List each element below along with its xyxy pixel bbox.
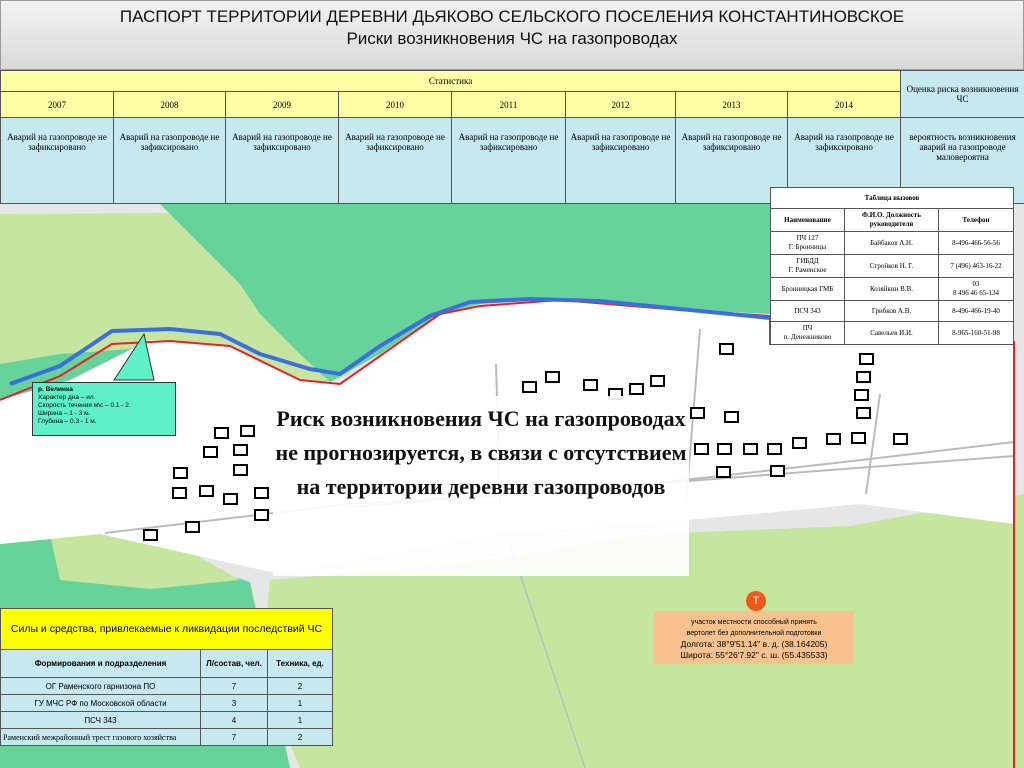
house [651,376,664,386]
house [768,444,781,454]
statistic-value: Аварий на газопроводе не зафиксировано [788,118,901,204]
force-equipment: 2 [268,678,333,695]
calls-header-name: Наименование [771,209,845,232]
house [720,344,733,354]
house [855,390,868,400]
forces-header-equipment: Техника, ед. [268,650,333,678]
house [771,466,784,476]
house [255,510,268,520]
risk-statement: Риск возникновения ЧС на газопроводах не прогнозируется, в связи с отсутствием на территории деревни газопроводов [273,396,689,576]
house [234,465,247,475]
year-cell: 2013 [676,92,788,118]
call-phone[interactable]: 8-496-466-56-56 [939,232,1014,255]
helipad-marker-icon[interactable]: Т [746,591,766,611]
house [173,488,186,498]
calls-header-head: Ф.И.О. Должность руководителя [845,209,939,232]
call-unit: ПЧ 127 Г. Бронницы [771,232,845,255]
calls-table [770,187,1014,345]
statistic-value: Аварий на газопроводе не зафиксировано [226,118,339,204]
call-unit: ПСЧ 343 [771,301,845,322]
house [744,444,757,454]
risk-value: вероятность возникновения аварий на газопроводе маловероятна [901,118,1024,204]
table-row [1,729,333,746]
page-subtitle: Риски возникновения ЧС на газопроводах [346,29,678,48]
force-equipment: 1 [268,695,333,712]
house [546,372,559,382]
statistics-label: Статистика [1,71,901,92]
call-unit: Бронницкая ГМБ [771,278,845,301]
helipad-info-box [654,611,854,664]
statistic-value: Аварий на газопроводе не зафиксировано [339,118,452,204]
force-staff: 7 [201,729,268,746]
year-cell: 2012 [566,92,676,118]
house [852,433,865,443]
house [894,434,907,444]
river-depth: Глубина – 0.3 - 1 м. [38,418,97,425]
call-phone[interactable]: 7 (496) 463-16-22 [939,255,1014,278]
helipad-longitude: Долгота: 38°9'51.14" в. д. (38.164205) [680,639,828,649]
river-info-box [32,382,176,436]
calls-header-phone: Телефон [939,209,1014,232]
helipad-line-2: вертолет без дополнительной подготовки [686,630,822,637]
call-head: Грибков А.В. [845,301,939,322]
house [174,468,187,478]
house [255,488,268,498]
house [827,434,840,444]
year-cell: 2011 [452,92,566,118]
table-row [771,278,1014,301]
force-staff: 3 [201,695,268,712]
statistic-value: Аварий на газопроводе не зафиксировано [114,118,226,204]
house [200,486,213,496]
table-row [1,678,333,695]
helipad-line-1: участок местности способный принять [691,619,817,626]
table-row [771,232,1014,255]
house [857,372,870,382]
page-title: ПАСПОРТ ТЕРРИТОРИИ ДЕРЕВНИ ДЬЯКОВО СЕЛЬСКОГО ПОСЕЛЕНИЯ КОНСТАНТИНОВСКОЕ [119,7,905,26]
statistic-value: Аварий на газопроводе не зафиксировано [676,118,788,204]
page-header [0,0,1024,70]
house [215,428,228,438]
house [630,384,643,394]
year-cell: 2009 [226,92,339,118]
force-unit: Раменский межрайонный трест газового хозяйства [1,729,201,746]
calls-table-title: Таблица вызовов [771,188,1014,209]
table-row [771,322,1014,345]
house [860,354,873,364]
statistic-value: Аварий на газопроводе не зафиксировано [566,118,676,204]
table-row [771,255,1014,278]
year-cell: 2014 [788,92,901,118]
call-head: Стройков Н. Г. [845,255,939,278]
house [725,412,738,422]
house [717,467,730,477]
force-unit: ГУ МЧС РФ по Московской области [1,695,201,712]
forces-header-staff: Л/состав, чел. [201,650,268,678]
house [691,408,704,418]
house [584,380,597,390]
force-equipment: 2 [268,729,333,746]
river-bottom: Характер дна – ил. [38,394,96,401]
statistic-value: Аварий на газопроводе не зафиксировано [452,118,566,204]
house [186,522,199,532]
year-cell: 2010 [339,92,452,118]
risk-header: Оценка риска возникновения ЧС [901,71,1024,118]
table-row [771,301,1014,322]
force-unit: ПСЧ 343 [1,712,201,729]
house [857,408,870,418]
house [234,445,247,455]
river-width: Ширина – 1 - 3 м. [38,410,91,417]
call-head: Байбаков А.Н. [845,232,939,255]
house [204,447,217,457]
helipad-latitude: Широта: 55°26'7.92" с. ш. (55.435533) [680,650,828,660]
statistic-value: Аварий на газопроводе не зафиксировано [1,118,114,204]
call-unit: ГИБДД Г. Раменское [771,255,845,278]
call-phone[interactable]: 8-496-466-19-40 [939,301,1014,322]
statistics-table [0,70,1024,204]
house [695,444,708,454]
forces-table [0,608,333,746]
call-phone[interactable]: 8-965-160-51-98 [939,322,1014,345]
table-row [1,695,333,712]
house [241,426,254,436]
force-staff: 4 [201,712,268,729]
call-head: Козяйкин В.В. [845,278,939,301]
forces-header-unit: Формирования и подразделения [1,650,201,678]
river-speed: Скорость течения м\с – 0.1 - 2. [38,402,131,409]
house [718,444,731,454]
house [523,382,536,392]
year-cell: 2008 [114,92,226,118]
river-name: р. Велинка [38,386,73,393]
call-unit: ПЧ п. Денежниково [771,322,845,345]
force-staff: 7 [201,678,268,695]
house [224,494,237,504]
house [144,530,157,540]
table-row [1,712,333,729]
call-phone[interactable]: 03 8 496 46 65-134 [939,278,1014,301]
house [793,438,806,448]
year-cell: 2007 [1,92,114,118]
call-head: Савельев И.И. [845,322,939,345]
force-equipment: 1 [268,712,333,729]
force-unit: ОГ Раменского гарнизона ПО [1,678,201,695]
forces-title: Силы и средства, привлекаемые к ликвидации последствий ЧС [1,609,333,650]
